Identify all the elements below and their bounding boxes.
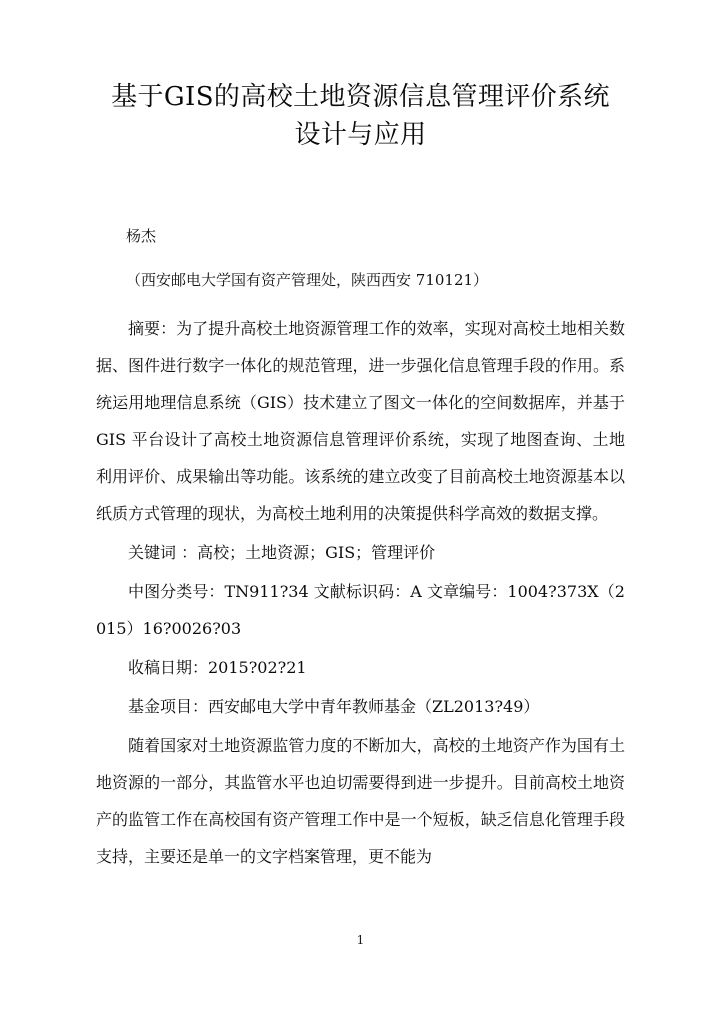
received-date-line: 收稿日期：2015?02?21 (128, 658, 307, 677)
page-title (96, 0, 625, 154)
author-affiliation: （西安邮电大学国有资产管理处，陕西西安 710121） (126, 271, 489, 289)
author-block (96, 226, 625, 290)
author-name: 杨杰 (126, 227, 157, 245)
page-title-line-2: 设计与应用 (294, 120, 427, 150)
keywords-text: 关键词 ：高校；土地资源；GIS；管理评价 (128, 543, 436, 562)
page-number: 1 (356, 933, 365, 947)
body-paragraph-1: 随着国家对土地资源监管力度的不断加大，高校的土地资产作为国有土地资源的一部分，其监管水平也迫切需要得到进一步提升。目前高校土地资产的监管工作在高校国有资产管理工作中是一个短板，缺乏信息化管理手段支持，主要还是单一的文字档案管理，更不能为 (96, 736, 625, 866)
abstract-text: 摘要：为了提升高校土地资源管理工作的效率，实现对高校土地相关数据、图件进行数字一体化的规范管理，进一步强化信息管理手段的作用。系统运用地理信息系统（GIS）技术建立了图文一体化的空间数据库，并基于 GIS 平台设计了高校土地资源信息管理评价系统，实现了地图查询、土地利用评价、成果输出等功能。该系统的建立改变了目前高校土地资源基本以纸质方式管理的现状，为高校土地利用的决策提供科学高效的数据支撑。 (96, 319, 625, 523)
classification-block (96, 573, 625, 647)
keywords-block (96, 534, 625, 571)
fund-project-line: 基金项目：西安邮电大学中青年教师基金（ZL2013?49） (128, 697, 540, 716)
classification-line: 中图分类号：TN911?34 文献标识码：A 文章编号：1004?373X（2015）16?0026?03 (96, 582, 625, 638)
received-date-block (96, 649, 625, 686)
page-content-column (96, 0, 625, 875)
fund-project-block (96, 688, 625, 725)
body-block (96, 727, 625, 875)
abstract-block (96, 310, 625, 532)
page-title-line-1: 基于GIS的高校土地资源信息管理评价系统 (111, 82, 610, 112)
